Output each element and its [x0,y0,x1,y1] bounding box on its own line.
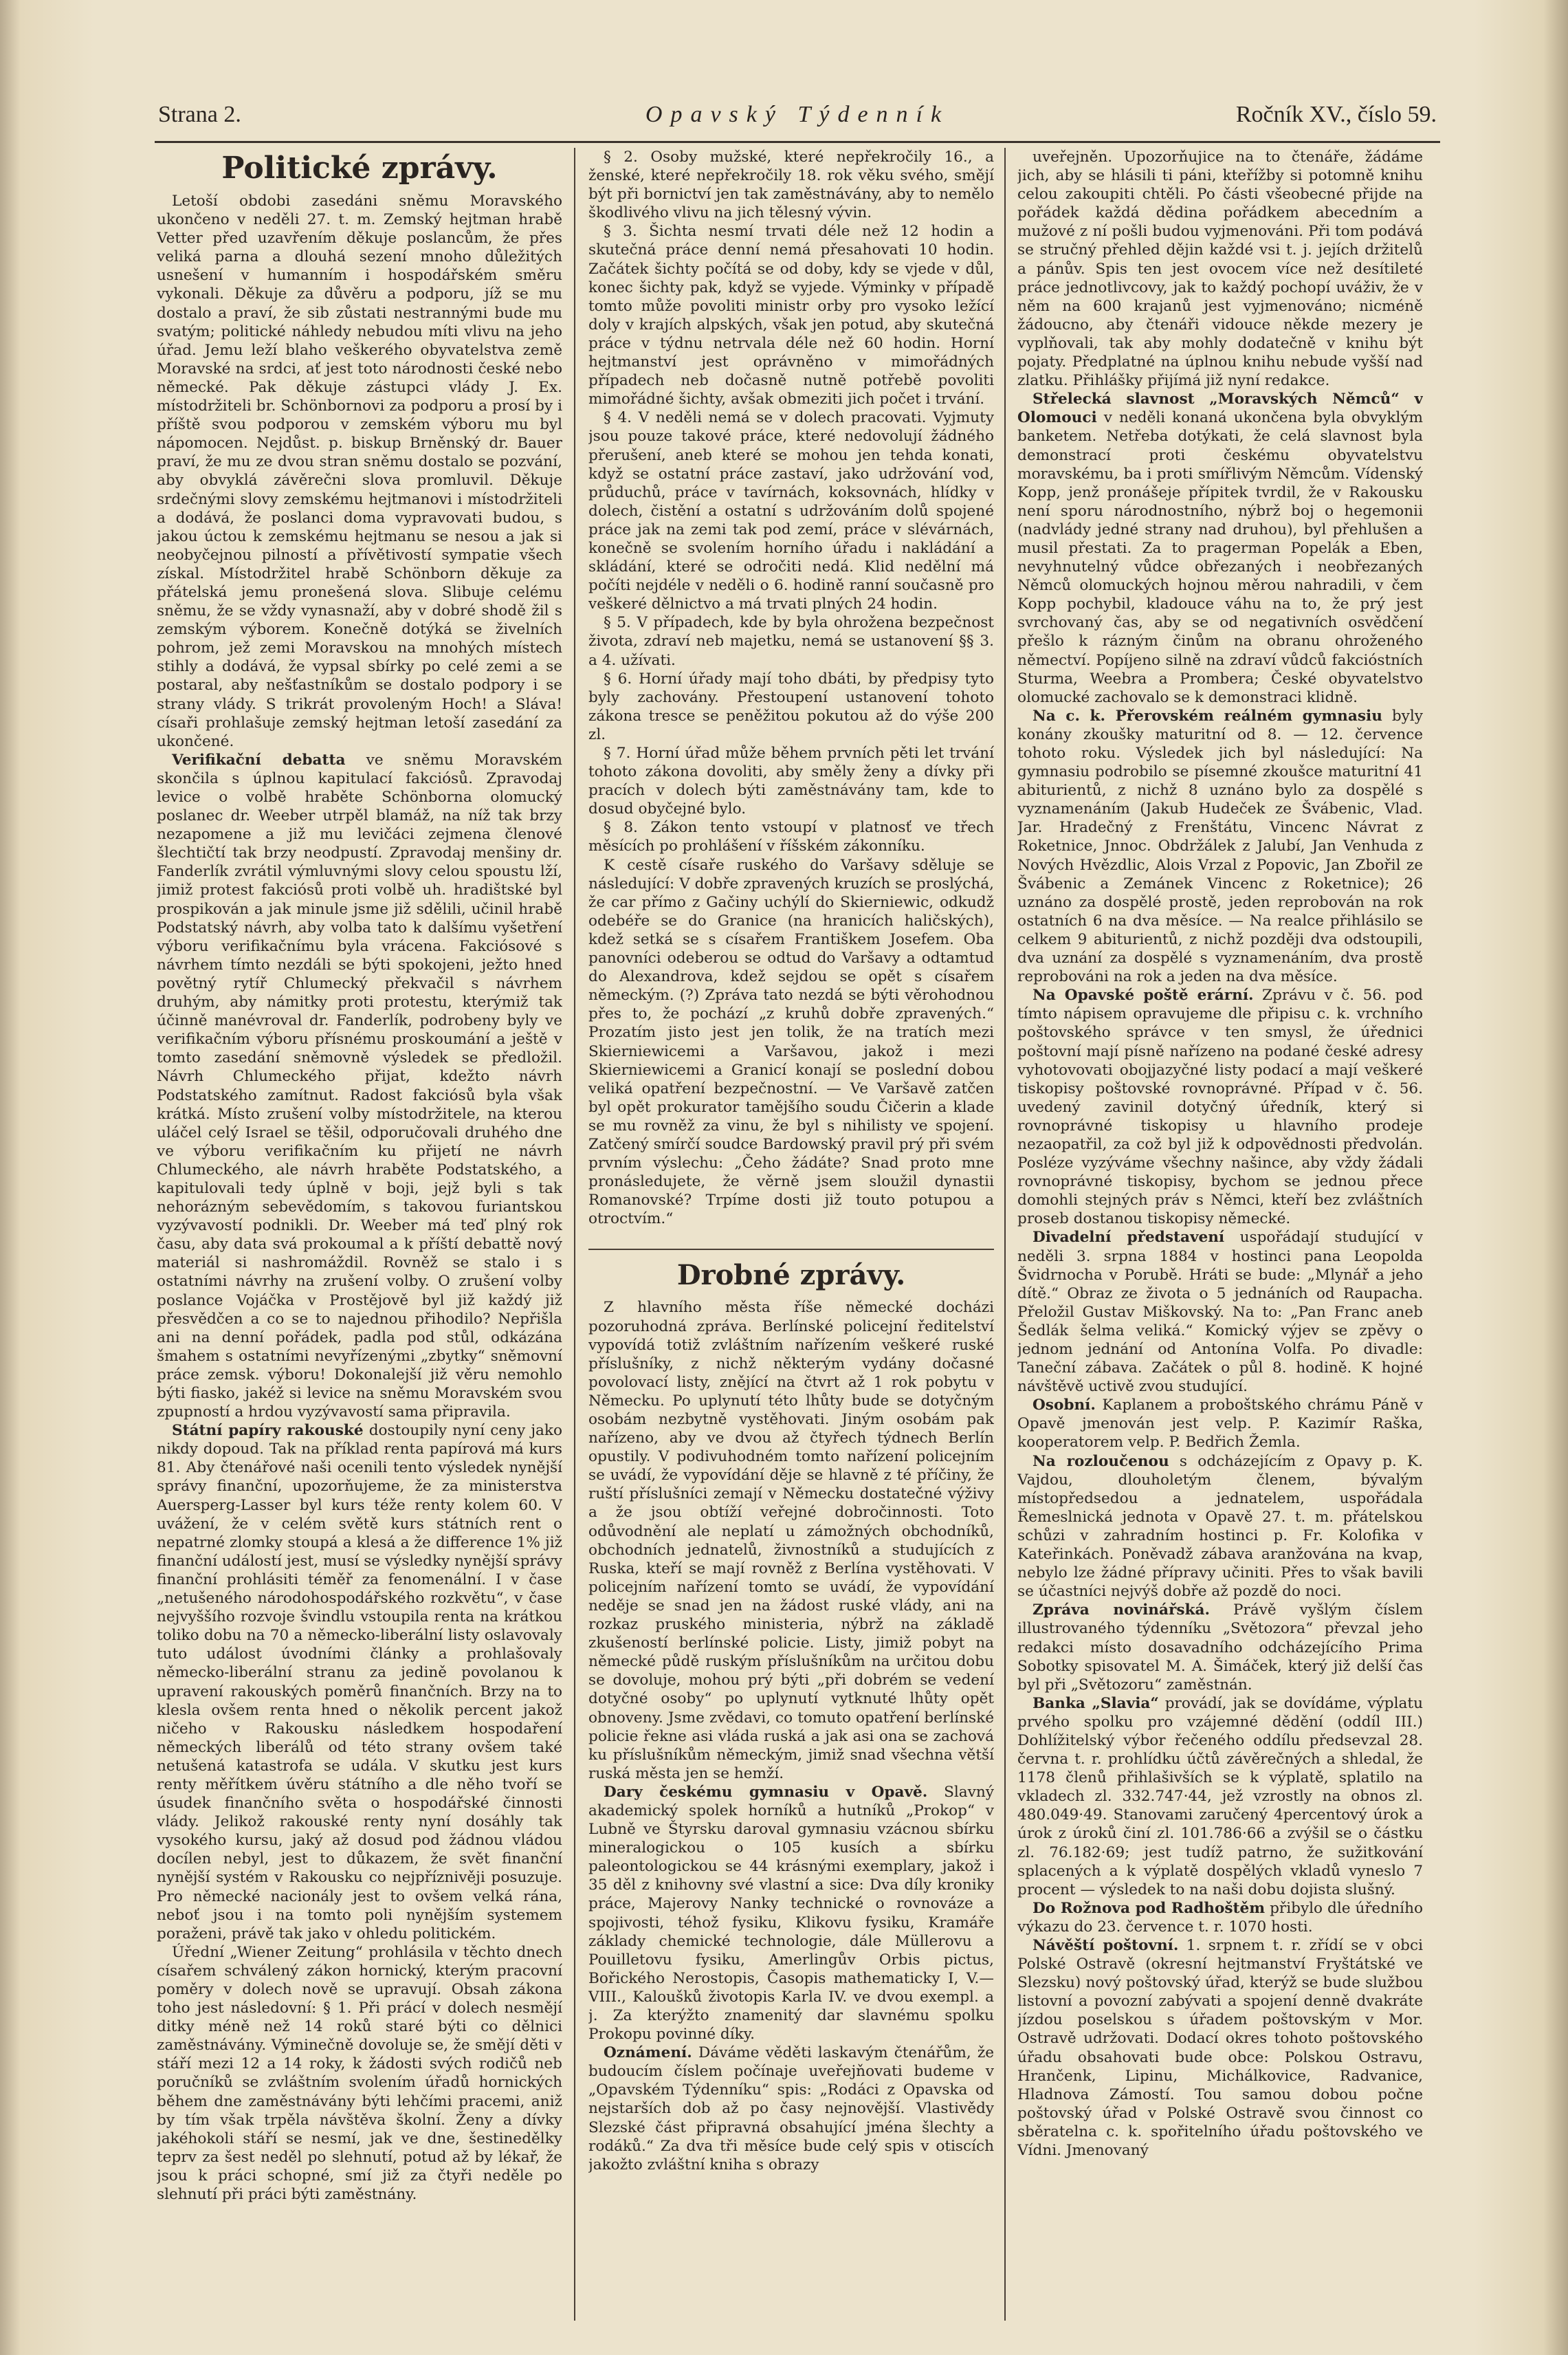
column-2-paragraphs-b [588,1298,994,2173]
article-text: Kaplanem a proboštského chrámu Páně v Opavě jmenován jest velp. P. Kazimír Raška, kooperatorem velp. P. Bedřich Žemla. [1017,1396,1423,1452]
section-title-politicke: Politické zprávy. [221,151,498,186]
column-1 [157,148,562,2321]
article-text: Zprávu v č. 56. pod tímto nápisem opravujeme dle připisu c. k. vrchního poštovského správce v ten smysl, že úřednici poštovní mají písně nařízeno na podané české adresy vyhotovovati obojjazyčné listy podací a mají veškeré tiskopisy poštovské rovnoprávné. Případ v č. 56. uvedený zavinil dotyčný úředník, který si rovnoprávné tiskopisy u hlavního prodeje nezaopatřil, za což byl již k odpovědnosti předvolán. Posléze vyzýváme všechny našince, aby vždy žádali rovnoprávné tiskopisy, bychom se jednou přece domohli stejných práv s Němci, kteří bez zvláštních proseb dostanou tiskopisy německé. [1017,987,1423,1228]
article-lead: Do Rožnova pod Radhoštěm [1033,1899,1266,1917]
article-lead: Divadelní představení [1033,1229,1225,1247]
article-lead: Státní papíry rakouské [172,1422,364,1440]
article-lead: Na Opavské poště erární. [1033,987,1254,1005]
article-text: s odcházejícím z Opavy p. K. Vajdou, dlouholetým členem, bývalým místopředsedou a jednatelem, uspořádala Řemeslnická jednota v Opavě 27. t. m. přátelskou schůzi v zahradním hostinci p. Fr. Kolofika v Kateřinkách. Poněvadž zábava aranžována na kvap, nebylo lze žádné přípravy učiniti. Přes to však bavili se účastníci nejvýš dobře až pozdě do noci. [1017,1452,1423,1601]
article-paragraph [588,670,994,744]
article-paragraph [157,751,562,1421]
article-text: 1. srpnem t. r. zřídí se v obci Polské Ostravě (okresní hejtmanství Fryštátské ve Slezsku) nový poštovský úřad, kterýž se bude službou listovní a povozní zabývati a spojení denně dvakráte jízdou poselskou s úřadem poštovským v Mor. Ostravě udržovati. Dodací okres tohoto poštovského úřadu obsahovati bude obce: Polskou Ostravu, Hrančenk, Lipinu, Michálkovice, Radvanice, Hladnova Zámostí. Tou samou dobou počne poštovský úřad v Polské Ostravě svou činnost co sběratelna c. k. spořitelního úřadu poštovského ve Vídni. Jmenovaný [1017,1937,1423,2160]
article-paragraph [157,1943,562,2204]
column-3-paragraphs [1017,148,1423,2160]
article-lead: Na rozloučenou [1033,1452,1169,1470]
article-paragraph [588,1298,994,1782]
article-lead: Na c. k. Přerovském reálném gymnasiu [1033,707,1382,725]
article-text: K cestě císaře ruského do Varšavy sděluje se následující: V dobře zpravených kruzích se proslýchá, že car přímo z Gačiny uchýlí do Skierniewic, odkudž odebéře se do Granice (na hranicích haličských), kdež setká se s císařem Františkem Josefem. Oba panovníci odeberou se odtud do Varšavy a odtamtud do Alexandrova, kdež sejdou se opět s císařem německým. (?) Zpráva tato nezdá se býti věrohodnou přes to, že pochází „z kruhů dobře zpravených.“ Prozatím jisto jest jen tolik, že na tratích mezi Skierniewicemi a Varšavou, jakož i mezi Skierniewicemi a Granicí konají se poslední dobou veliká opatření bezpečnostní. — Ve Varšavě zatčen byl opět prokurator tamějšího soudu Čičerin a klade se mu rovněž za vinu, že byl s nihilisty ve spojení. Zatčený smírčí soudce Bardowský pravil prý při svém prvním výslechu: „Čeho žádáte? Snad proto mne pronásledujete, že věrně jsem sloužil dynastii Romanovské? Trpíme dosti již touto potupou a otroctvím.“ [588,856,994,1228]
article-paragraph [157,192,562,751]
article-paragraph [588,2044,994,2174]
column-2 [588,148,994,2321]
article-paragraph [588,613,994,669]
column-divider [574,148,575,2321]
article-paragraph [588,744,994,818]
article-paragraph [1017,707,1423,986]
article-text: § 3. Šichta nesmí trvati déle než 12 hodin a skutečná práce denní nemá přesahovati 10 hodin. Začátek šichty počítá se od doby, kdy se vjede v důl, konec šichty pak, když se vyjede. Výminky v případě tomto může povoliti ministr orby pro vysoko ležící doly v krajích alpských, však jen potud, aby skutečná práce v týdnu netrvala déle než 60 hodin. Horní hejtmanství jest oprávněno v mimořádných případech neb dočasně nutně potřebě povoliti mimořádné šichty, avšak obmeziti jich počet i trvání. [588,223,994,408]
article-lead: Osobní. [1033,1396,1096,1414]
page-number: Strana 2. [158,102,241,127]
article-paragraph [1017,148,1423,390]
header-rule [155,141,1440,143]
article-text: § 2. Osoby mužské, které nepřekročily 16., a ženské, které nepřekročily 18. rok věku svého, smějí být při bornictví jen tak zaměstnávány, aby to nemělo škodlivého vlivu na jich tělesný vývin. [588,149,994,222]
article-text: § 7. Horní úřad může během prvních pěti let trvání tohoto zákona dovoliti, aby směly ženy a dívky při pracích v dolech býti zaměstnávány tam, kde to dosud obyčejné bylo. [588,745,994,818]
article-paragraph [588,222,994,408]
page-binding-shadow [0,0,21,2355]
article-paragraph [588,818,994,855]
column-3 [1017,148,1423,2321]
article-lead: Zpráva novinářská. [1033,1601,1210,1619]
article-paragraph [1017,1694,1423,1899]
issue-info: Ročník XV., číslo 59. [1235,102,1437,127]
article-paragraph [1017,986,1423,1228]
article-text: § 6. Horní úřady mají toho dbáti, by předpisy tyto byly zachovány. Přestoupení ustanovení tohoto zákona tresce se peněžitou pokutou až do výše 200 zl. [588,670,994,743]
article-text: § 8. Zákon tento vstoupí v platnosť ve třech měsících po prohlášení v říšském zákonníku. [588,819,994,855]
article-paragraph [588,408,994,613]
masthead-title: Opavský Týdenník [645,102,950,127]
page-edge-shadow [1543,0,1568,2355]
article-text: § 5. V případech, kde by byla ohrožena bezpečnost života, zdraví neb majetku, nemá se ustanovení §§ 3. a 4. užívati. [588,614,994,669]
article-paragraph [157,1421,562,1943]
article-lead: Banka „Slavia“ [1033,1694,1159,1712]
article-paragraph [588,148,994,222]
article-text: uveřejněn. Upozorňujice na to čtenáře, žádáme jich, aby se hlásili ti páni, kteřížby si potomně knihu celou zakoupiti chtěli. Po části všeobecné přijde na pořádek každá dědina pořádkem abecedním a mužové z ní pošli budou vyjmenováni. Při tom podává se stručný přehled dějin každé vsi t. j. jejích držitelů a pánův. Spis ten jest ovocem více než desítileté práce jednotlivcovy, jak to každý pochopí uváživ, že v něm na 600 krajanů jest vyjmenováno; nicméně žádoucno, aby čtenáři vidouce někde mezery je vyplňovali, tak aby mohly dodatečně v knihu být pojaty. Předplatné na úplnou knihu nebude vyšší nad zlatku. Přihlášky přijímá již nyní redakce. [1017,149,1423,390]
article-text: Slavný akademický spolek horníků a hutníků „Prokop“ v Lubně ve Štyrsku daroval gymnasiu vzácnou sbírku mineralogickou o 105 kusích a sbírku paleontologickou se 44 krásnými exemplary, jakož i 35 děl z knihovny své vlastní a sice: Dva díly kroniky práce, Majerovy Nanky technické o rovnováze a spojivosti, téhož fysiku, Klikovu fysiku, Kramáře základy chemické technologie, dále Müllerovu a Pouilletovu fysiku, Amerlingův Orbis pictus, Bořického Nerostopis, Časopis mathematicky I, V.—VIII., Kaloušků životopis Karla IV. ve dvou exempl. a j. Za kterýžto znamenitý dar slavnému spolku Prokopu povinné díky. [588,1783,994,2044]
article-text: dostoupily nyní ceny jako nikdy dopoud. Tak na příklad renta papírová má kurs 81. Aby čtenářové naši ocenili tento výsledek nynější správy finanční, upozorňujeme, že za ministerstva Auersperg-Lasser byl kurs téže renty kolem 60. V uvážení, že v celém světě kurs státních rent o nepatrné zlomky stoupá a klesá a že difference 1% již finanční událostí jest, musí se výsledky nynější správy finanční prohlásiti téměř za fenomenální. I v čase „netušeného národohospodářského rozkvětu“, v čase nejvyššího rozvoje švindlu vstoupila renta na krátkou toliko dobu na 70 a německo-liberální listy oslavovaly tuto událost úvodními články a prohlašovaly německo-liberální stranu za jedině povolanou k upravení rakouských poměrů finančních. Brzy na to klesla ovšem renta hned o několik percent jakož ničeho v Rakousku následkem hospodaření německých liberálů od této strany ovšem také netušená katastrofa se udála. V skutku jest kurs renty měřítkem úvěru státního a dle něho tvoří se úsudek finančního světa o hospodářské činnosti vlády. Jelikož rakouské renty nyní dosáhly tak vysokého kursu, jaký až dosud pod žádnou vládou docílen nebyl, jest to důkazem, že svět finanční nynější systém v Rakousku co nejpříznivěji posuzuje. Pro německé nacionály jest to ovšem velká rána, neboť jsou i na tomto poli nynějším systemem poraženi, právě tak jako v ohledu politickém. [157,1422,562,1942]
article-lead: Střelecká slavnost „Moravských Němců“ v Olomouci [1017,391,1423,427]
article-paragraph [1017,1899,1423,1936]
article-text: Letoší obdobi zasedáni sněmu Moravského ukončeno v neděli 27. t. m. Zemský hejtman hrabě Vetter před uzavřením děkuje poslancům, že přes veliká parna a dlouhá sezení mnoho důležitých usnešení v humanním i hospodářském směru vykonali. Děkuje za důvěru a podporu, jíž se mu dostalo a praví, že sib zůstati nestrannými bude mu svatým; politické náhledy nebudou míti vlivu na jeho úřad. Jemu leží blaho veškerého obyvatelstva země Moravské na srdci, ať jest toto národnosti české nebo německé. Pak děkuje zástupci vlády J. Ex. místodržiteli br. Schönbornovi za podporu a prosí by i příště svou podporou v zemském výboru mu byl nápomocen. Nejdůst. p. biskup Brněnský dr. Bauer praví, že mu ze dvou stran sněmu dostalo se pozvání, aby obvyklá závěrečni slova promluvil. Děkuje srdečnými slovy zemskému hejtmanovi i místodržiteli a dodává, že poslanci doma vypravovati budou, s jakou úctou k zemskému hejtmanu se nesou a jak si neobyčejnou pilností a přívětivostí sympatie všech získal. Místodržitel hrabě Schönborn děkuje za přátelská jemu pronešená slova. Slibuje celému sněmu, že se vždy vynasnaží, aby v dobré shodě žil s zemským výborem. Konečně dotýká se živelních pohrom, jež zemi Moravskou na mnohých místech stihly a dodává, že vypsal sbírky po celé zemi a se postaral, aby nešťastníkům se dostalo podpory i se strany vlády. S trikrát provoleným Hoch! a Sláva! císaři prohlašuje zemský hejtman letoší zasedání za ukončené. [157,193,562,750]
article-lead: Dary českému gymnasiu v Opavě. [604,1783,928,1801]
article-text: Právě vyšlým číslem illustrovaného týdenníku „Světozora“ převzal jeho redakci místo dosavadního odcházejícího Prima Sobotky spisovatel M. A. Šimáček, který již delší čas byl při „Světozoru“ zaměstnán. [1017,1601,1423,1694]
column-divider [1004,148,1006,2321]
article-text: Z hlavního města říše německé docházi pozoruhodná zpráva. Berlínské policejní ředitelství vypovídá totiž zvláštním nařízením veškeré ruské příslušníky, z nichž některým vydány dočasné povolovací listy, znějící na čtvrt až 1 rok pobytu v Německu. Po uplynutí této lhůty bude se dotyčným osobám nezbytně vystěhovati. Jiným osobám pak nařízeno, aby ve dvou až čtyřech týdnech Berlín opustily. V podivuhodném tomto nařízení policejním se uvádí, že vypovídání děje se hlavně z té příčiny, že ruští příslušníci zemají v Německu dostatečné výživy a že jsou obtíží veřejné dobročinnosti. Toto odůvodnění ale neplatí u zámožných obchodníků, obchodních jednatelů, živnostníků a studujících z Ruska, kteří se mají rovněž z Berlína vystěhovati. V policejním nařízení tomto se uvádí, že vypovídání neděje se snad jen na žádost ruské vlády, ani na rozkaz pruského ministeria, nýbrž na základě zkušeností berlínské policie. Listy, jimiž pobyt na německé půdě ruským příslušníkům na určitou dobu se dovoluje, mohou prý býti „při dobrém se vedení dotyčné osoby“ po uplynutí vytknuté lhůty opět obnoveny. Jsme zvědavi, co tomuto opatření berlínské policie řekne asi vláda ruská a jak asi ona se zachová ku příslušníkům německým, jimiž snad všechna větší ruská města jen se hemží. [588,1299,994,1782]
article-text: Úřední „Wiener Zeitung“ prohlásila v těchto dnech císařem schválený zákon hornický, kterým pracovní poměry v dolech nově se upravují. Obsah zákona toho jest následovní: § 1. Při prácí v dolech nesmějí ditky méně než 14 roků staré býti co dělnici zaměstnávány. Výminečně dovoluje se, že smějí děti v stáří mezi 12 a 14 roky, k žádosti svých rodičů neb poručníků se zvláštním svolením úřadů hornických během dne zaměstnávány býti lehčími pracemi, aniž by tím však trpěla návštěva školní. Ženy a dívky jakéhokoli stáří se nesmí, jak ve dne, šestinedělky teprv za šest neděl po slehnutí, potud až by lékař, že jsou k práci schopné, smí již za čtyři neděle po slehnutí při práci býti zaměstnány. [157,1943,562,2204]
article-paragraph [1017,1936,1423,2160]
article-text: § 4. V neděli nemá se v dolech pracovati. Vyjmuty jsou pouze takové práce, které nedovolují žádného přerušení, aneb které se mohou jen tehda konati, když se ostatní práce zastaví, jako udržování vod, průduchů, práce v tavírnách, koksovnách, hlídky v dolech, čistění a ostatní s udržováním dolů spojené práce jak na zemi tak pod zemí, práce v slévárnách, konečně se svolením horního úřadu i nakládání a skládání, které se odročiti nedá. Klid nedělní má počíti nejdéle v neděli o 6. hodině ranní současně pro veškeré dělnictvo a má trvati plných 24 hodin. [588,409,994,613]
section-title-drobne: Drobné zprávy. [588,1249,994,1294]
article-paragraph [1017,1396,1423,1452]
article-text: uspořádají studující v neděli 3. srpna 1884 v hostinci pana Leopolda Švidrnocha v Porubě. Hráti se bude: „Mlynář a jeho dítě.“ Obraz ze života o 5 jednáních od Raupacha. Přeložil Gustav Miškovský. Na to: „Pan Franc aneb Šedlák šelma veliká.“ Komický výjev se zpěvy o jednom jednání od Antonína Volfa. Po divadle: Taneční zábava. Začátek o půl 8. hodině. K hojné návštěvě uctivě zvou studující. [1017,1229,1423,1396]
article-text: v neděli konaná ukončena byla obvyklým banketem. Netřeba dotýkati, že celá slavnost byla demonstrací proti českému obyvatelstvu moravskému, ba i proti smířlivým Němcům. Vídenský Kopp, jenž pronášeje přípitek tvrdil, že v Rakousku není sporu národnostního, nýbrž boj o hegemonii (nadvlády jedné strany nad druhou), byl přehlušen a musil přestati. Za to pragerman Popelák a Eben, nevyhnutelný vůdce obřezaných i neobřezaných Němců olomuckých hojnou měrou nahradili, v čem Kopp pochybil, kladouce váhu na to, že prý jest svrchovaný čas, aby se od negativních osvědčení přešlo k rázným činům na obranu ohroženého němectví. Popíjeno silně na zdraví vůdců fakcióstních Sturma, Weebra a Prombera; České obyvatelstvo olomucké zachovalo se k demonstraci klidně. [1017,409,1423,706]
article-lead: Návěští poštovní. [1033,1937,1179,1954]
article-lead: Oznámení. [604,2044,692,2062]
article-lead: Verifikační debatta [172,751,346,769]
article-paragraph [1017,1228,1423,1396]
article-paragraph [588,1783,994,2044]
article-text: přibylo dle úředního výkazu do 23. července t. r. 1070 hosti. [1017,1899,1423,1936]
article-paragraph [1017,390,1423,707]
article-paragraph [588,856,994,1229]
article-text: Dáváme věděti laskavým čtenářům, že budoucím číslem počínaje uveřejňovati budeme v „Opavském Týdenníku“ spis: „Rodáci z Opavska od nejstarších dob až po časy nejnovější. Vlastivědy Slezské část připravná obsahující jména šlechty a rodáků.“ Za dva tři měsíce bude celý spis v otiscích jakožto zvláštní kniha s obrazy [588,2044,994,2173]
article-text: byly konány zkoušky maturitní od 8. — 12. července tohoto roku. Výsledek jich byl následující: Na gymnasiu podrobilo se písemné zkoušce maturitní 41 abiturientů, z nichž 8 uznáno bylo za dospělé s vyznamenáním (Jakub Hudeček ze Švábenic, Vlad. Jar. Hradečný z Frenštátu, Vincenc Návrat z Roketnice, Jnnoc. Obdržálek z Jalubí, Jan Venhuda z Nových Hvězdlic, Alois Vrzal z Popovic, Jan Zbořil ze Švábenic a Zemánek Vincenc z Roketnice); 26 uznáno za dospělé prostě, jeden reprobován na rok ostatních 6 na dva měsíce. — Na realce přihlásilo se celkem 9 abiturientů, z nichž později dva odstoupili, dva uznání za dospělé s vyznamenáním, dva prostě reprobováni na rok a jeden na dva měsíce. [1017,707,1423,986]
article-text: provádí, jak se dovídáme, výplatu prvého spolku pro vzájemné dědění (oddíl III.) Dohlížitelský výbor řečeného oddílu předsevzal 28. června t. r. prohlídku účtů závěrečných a shledal, že 1178 členů přihlašivších se k výplatě, splatilo na vkladech zl. 332.747·44, jež vzrostly na obnos zl. 480.049·49. Stanovami zaručený 4percentový úrok a úrok z úroků činí zl. 101.786·66 a zvýšil se o částku zl. 76.182·69; jest tudíž patrno, že sužitkování splacených a k výplatě dospělých vkladů vyneslo 7 procent — výsledek to na naši dobu dojista slušný. [1017,1694,1423,1898]
article-paragraph [1017,1452,1423,1601]
column-1-paragraphs [157,192,562,2204]
article-text: ve sněmu Moravském skončila s úplnou kapitulací fakciósů. Zpravodaj levice o volbě hraběte Schönborna olomucký poslanec dr. Weeber utrpěl blamáž, na níž tak brzy nezapomene a již mu levičáci zejmena členové šlechtičtí tak brzy neodpustí. Zpravodaj menšiny dr. Fanderlík zvrátil výmluvnými slovy celou spoustu lží, jimiž protest fakciósů proti volbě uh. hradištské byl prospikován a jak minule jsme již sdělili, učinil hrabě Podstatský návrh, aby volba tato k dalšímu vyšetření výboru verifikačnímu byla vrácena. Fakciósové s návrhem tímto nezdáli se býti spokojeni, ježto hned povětný rytíř Chlumecký překvačil s návrhem druhým, aby námitky proti protestu, kterýmiž tak účinně manévroval dr. Fanderlík, podrobeny byly ve verifikačním výboru přísnému proskoumání a ještě v tomto zasedání sněmovně výsledek se předložil. Návrh Chlumeckého přijat, kdežto návrh Podstatského zamítnut. Radost fakciósů byla však krátká. Místo zrušení volby místodržitele, na kterou uláčel celý Israel se těšil, odporučovali druhého dne ve výboru verifikačním ku přijetí ne návrh Chlumeckého, ale návrh hraběte Podstatského, a kapitulovali tedy úplně v boji, jejž byli s tak nehorázným sebevědomím, s takovou furiantskou vyzývavostí podnikli. Dr. Weeber má teď plný rok času, aby data svá prokoumal a k příští debattě nový materiál si nashromáždil. Rovněž se stalo i s ostatními návrhy na zrušení volby. O zrušení volby poslance Vojáčka v Prostějově byl již každý již přesvědčen a co se to najednou přihodilo? Nepřišla ani na denní pořádek, padla pod stůl, odkázána šmahem s ostatními nevyřízenými „zbytky“ sněmovní práce zemsk. výboru! Dokonalejší již věru nemohlo býti fiasko, jakéž si levice na sněmu Moravském svou zpupností a hrdou vyzývavostí sama připravila. [157,751,562,1421]
column-2-paragraphs-a [588,148,994,1228]
article-paragraph [1017,1601,1423,1694]
